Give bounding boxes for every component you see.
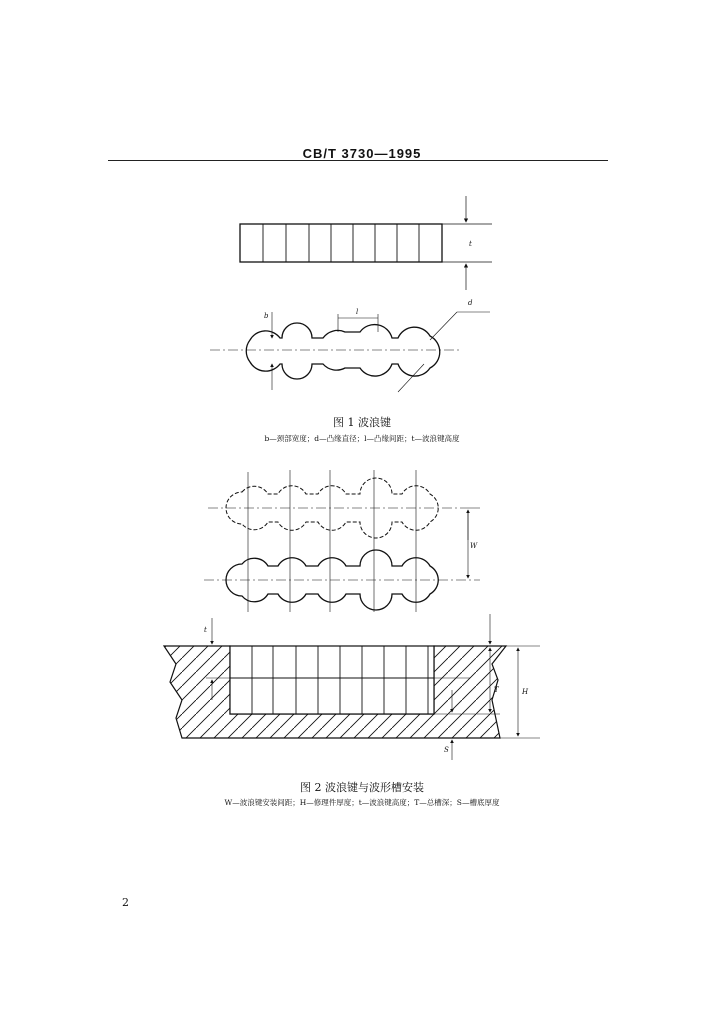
fig1-label-t: t (469, 240, 472, 248)
figure2-axes (204, 470, 480, 612)
fig2-label-t: t (204, 626, 207, 634)
figure2-cross-section (164, 614, 540, 760)
page-number: 2 (122, 896, 129, 909)
fig2-label-S: S (444, 746, 449, 754)
figure1-wave-profile (210, 312, 490, 392)
standard-code-header: CB/T 3730—1995 (302, 146, 422, 161)
fig2-label-W: W (470, 542, 478, 550)
figure1-legend: b—颈部宽度；d—凸缘直径；l—凸缘间距；t—波浪键高度 (264, 434, 460, 443)
fig1-label-d: d (468, 299, 473, 307)
figure2-caption: 图 2 波浪键与波形槽安装 (300, 781, 424, 794)
fig1-label-l: l (356, 308, 359, 316)
figure1-caption: 图 1 波浪键 (333, 416, 391, 429)
figure1-top-view (240, 196, 492, 290)
fig1-label-b: b (264, 312, 269, 320)
figure2-legend: W—波浪键安装间距；H—修理件厚度；t—波浪键高度；T—总槽深；S—槽底厚度 (224, 798, 500, 807)
fig2-label-H: H (522, 688, 529, 696)
fig2-label-T: T (494, 686, 499, 694)
